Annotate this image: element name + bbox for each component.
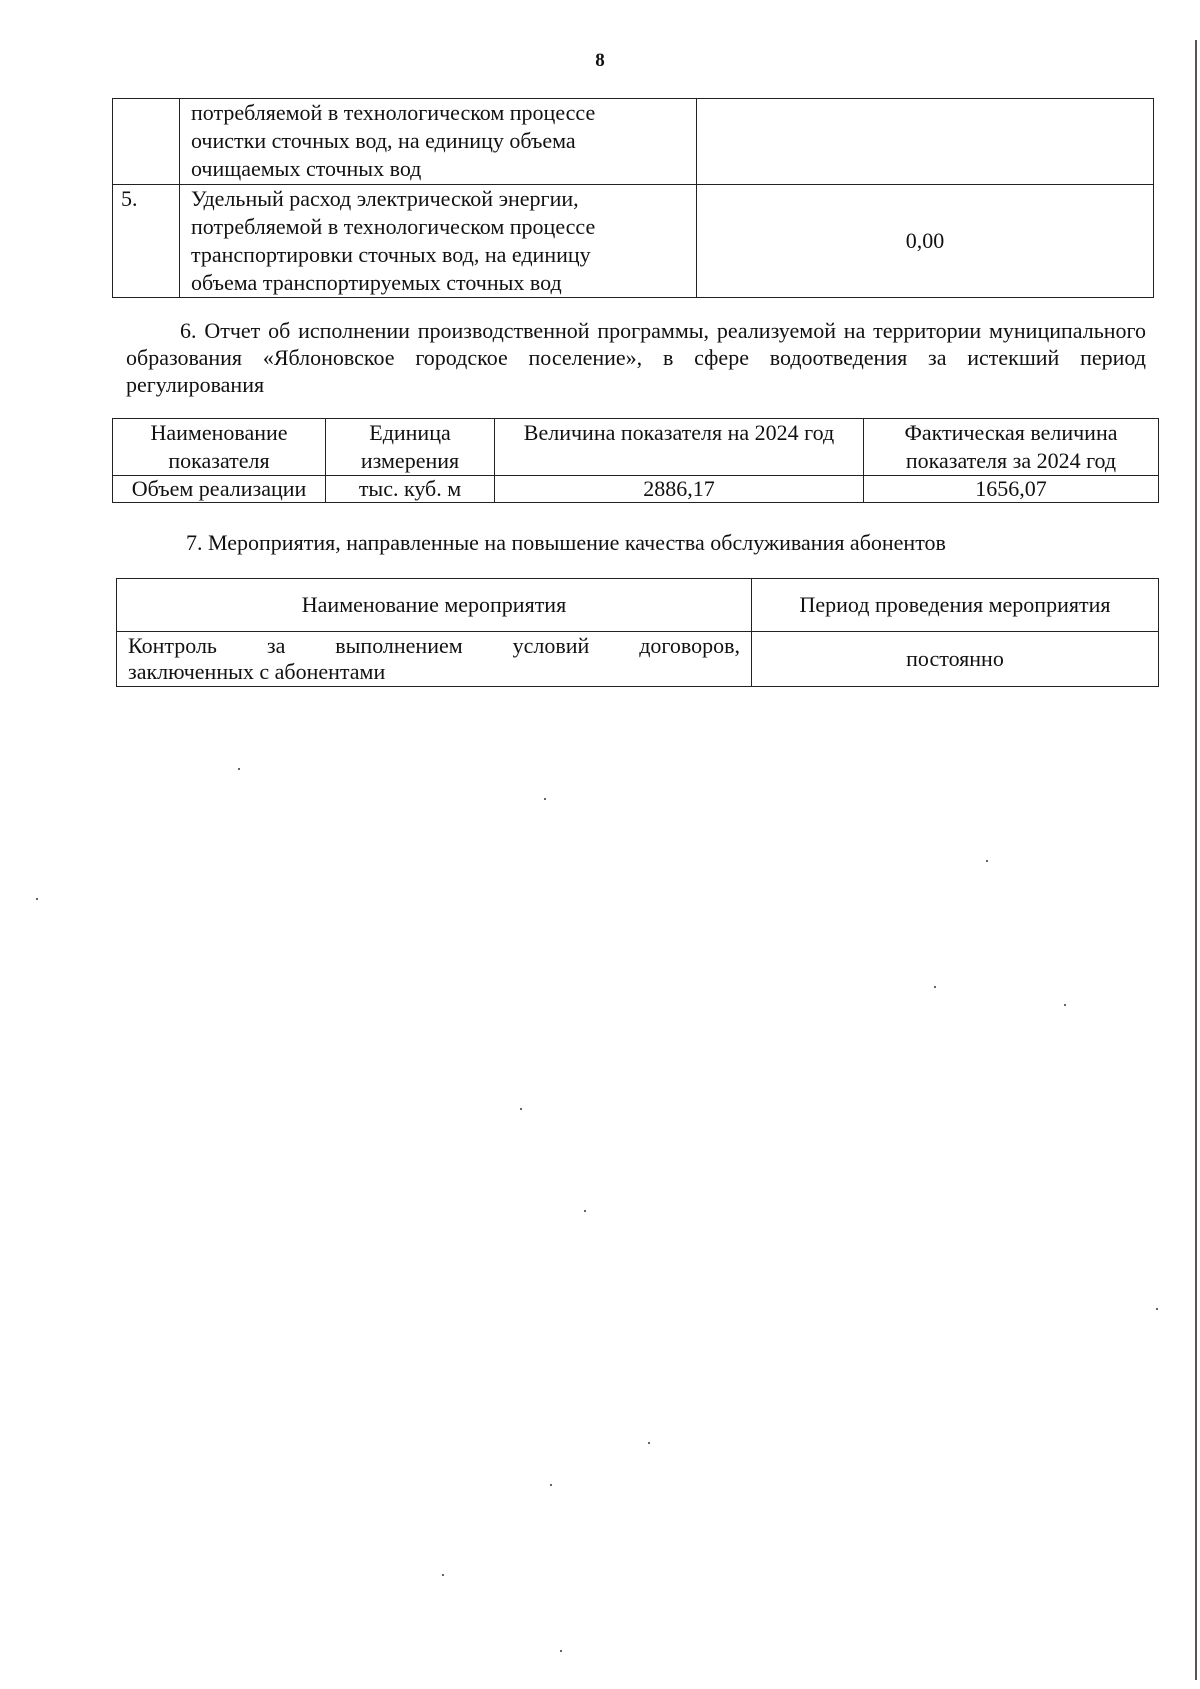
header-line: Величина показателя на 2024 год: [523, 420, 835, 445]
scan-speck: [36, 898, 38, 900]
scan-speck: [520, 1108, 522, 1110]
scan-speck: [584, 1210, 586, 1212]
indicator-description: [180, 99, 697, 185]
report-table: [112, 418, 1159, 503]
section-6-text: 6. Отчет об исполнении производственной программы, реализуемой на территории муниципального образования «Яблоновское городское поселение», в сфере водоотведения за истекший период регулирования: [126, 318, 1146, 397]
table-row: [113, 99, 1154, 185]
header-line: показателя за 2024 год: [905, 448, 1117, 473]
section-6-paragraph: [126, 317, 1146, 398]
row-number: [113, 99, 180, 185]
header-line: показателя: [168, 448, 270, 473]
header-unit: [326, 419, 495, 476]
cell-indicator: Объем реализации: [113, 476, 326, 503]
text-line: Удельный расход электрической энергии,: [191, 186, 579, 211]
text-line: очистки сточных вод, на единицу объема: [191, 128, 576, 153]
header-line: Наименование: [150, 420, 288, 445]
header-line: Единица: [369, 420, 451, 445]
header-indicator-name: [113, 419, 326, 476]
scan-speck: [442, 1574, 444, 1576]
cell-measure: [117, 632, 752, 687]
scan-speck: [1156, 1308, 1158, 1310]
header-planned-value: [495, 419, 864, 476]
scan-speck: [560, 1650, 562, 1652]
text-line: заключенных с абонентами: [128, 659, 386, 684]
indicator-value: 0,00: [697, 185, 1154, 298]
page-number: 8: [595, 50, 605, 71]
table-row: [117, 632, 1159, 687]
scan-speck: [544, 798, 546, 800]
indicator-description: [180, 185, 697, 298]
text-line: транспортировки сточных вод, на единицу: [191, 242, 591, 267]
row-number: 5.: [113, 185, 180, 298]
header-actual-value: [864, 419, 1159, 476]
header-measure-name: Наименование мероприятия: [117, 579, 752, 632]
indicator-value: [697, 99, 1154, 185]
header-line: измерения: [360, 448, 460, 473]
scan-speck: [1064, 1004, 1066, 1006]
section-7-heading: 7. Мероприятия, направленные на повышение качества обслуживания абонентов: [186, 530, 946, 555]
cell-planned: 2886,17: [495, 476, 864, 503]
text-line: потребляемой в технологическом процессе: [191, 100, 596, 125]
table-header-row: [113, 419, 1159, 476]
text-line: Контроль за выполнением условий договоров,: [128, 633, 740, 658]
measures-table: [116, 578, 1159, 687]
header-measure-period: Период проведения мероприятия: [752, 579, 1159, 632]
text-line: очищаемых сточных вод: [191, 156, 422, 181]
table-row: [113, 476, 1159, 503]
scan-speck: [648, 1442, 650, 1444]
header-line: Фактическая величина: [904, 420, 1118, 445]
cell-actual: 1656,07: [864, 476, 1159, 503]
scan-speck: [238, 768, 240, 770]
scan-edge-line: [1195, 40, 1197, 1680]
scan-speck: [934, 986, 936, 988]
text-line: потребляемой в технологическом процессе: [191, 214, 596, 239]
table-row: [113, 185, 1154, 298]
scan-speck: [550, 1484, 552, 1486]
scan-speck: [986, 860, 988, 862]
table-header-row: [117, 579, 1159, 632]
indicators-table-continued: [112, 98, 1154, 298]
cell-unit: тыс. куб. м: [326, 476, 495, 503]
cell-period: постоянно: [752, 632, 1159, 687]
text-line: объема транспортируемых сточных вод: [191, 270, 562, 295]
